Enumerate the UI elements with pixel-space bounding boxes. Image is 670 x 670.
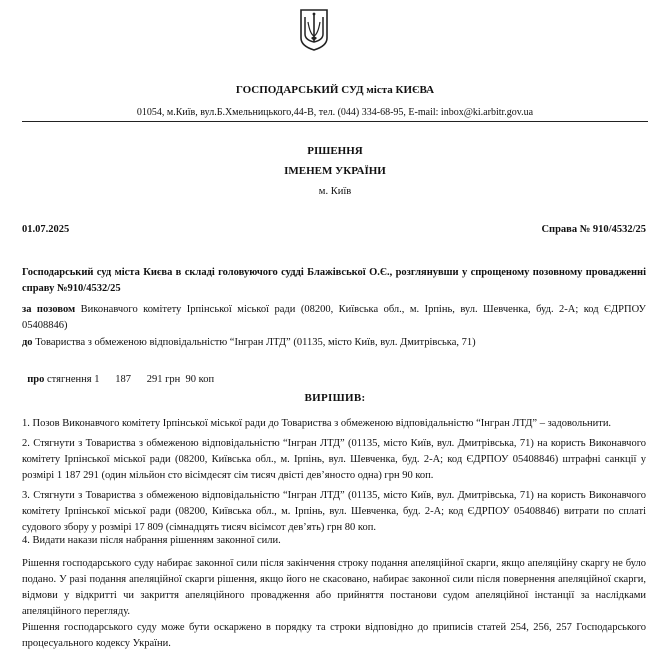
court-name-bold: ГОСПОДАРСЬКИЙ СУД xyxy=(235,84,364,96)
case-number-label: Справа № xyxy=(541,224,591,235)
claim-paragraph xyxy=(22,356,646,388)
court-address: 01054, м.Київ, вул.Б.Хмельницького,44-В, тел. (044) 334-68-95, E-mail: inbox@ki.arbitr.gov.ua xyxy=(136,107,534,118)
resolution-item-1: 1. Позов Виконавчого комітету Ірпінської міської ради до Товариства з обмеженою відповідальністю “Інгран ЛТД” – задовольнити. xyxy=(22,418,612,429)
plaintiff-text: Виконавчого комітету Ірпінської міської ради (08200, Київська обл., м. Ірпінь, вул. Шевченка, буд. 2-А; код ЄДРПОУ 05408846) xyxy=(22,304,646,331)
case-number-value: 910/4532/25 xyxy=(592,224,646,235)
intro-paragraph: Господарський суд міста Києва в складі головуючого судді Блажівської О.Є., розглянувши у спрощеному позовному провадженні справу №910/4532/25 xyxy=(22,267,646,294)
resolved-heading: ВИРІШИВ: xyxy=(304,392,366,404)
plaintiff-label: за позовом xyxy=(22,304,76,315)
header-divider xyxy=(22,121,648,122)
defendant-paragraph xyxy=(22,335,646,351)
coat-of-arms-icon xyxy=(299,8,329,52)
appeal-paragraph: Рішення господарського суду може бути оскаржено в порядку та строки відповідно до приписів статей 254, 256, 257 Господарського процесуального кодексу України. xyxy=(22,622,646,649)
claim-label: про xyxy=(27,374,45,385)
court-name-city: міста КИЄВА xyxy=(363,84,435,96)
resolution-item-4: 4. Видати накази після набрання рішенням законної сили. xyxy=(22,535,281,546)
resolution-item-2: 2. Стягнути з Товариства з обмеженою відповідальністю “Інгран ЛТД” (01135, місто Київ, вул. Дмитрівська, 71) на користь Виконавчого комітету Ірпінської міської ради (08200, Київська обл., м. Ірпінь, вул. Шевченка, буд. 2-А; код ЄДРПОУ 05408846) штрафні санкції у розмірі 1 187 291 (один мільйон сто вісімдесят сім тисяч двісті дев’яносто одна) грн 90 коп. xyxy=(22,438,646,481)
resolution-item-3: 3. Стягнути з Товариства з обмеженою відповідальністю “Інгран ЛТД” (01135, місто Київ, вул. Дмитрівська, 71) на користь Виконавчого комітету Ірпінської міської ради (08200, Київська обл., м. Ірпінь, вул. Шевченка, буд. 2-А; код ЄДРПОУ 05408846) витрати по сплаті судового збору у розмірі 17 809 (сімнадцять тисяч вісімсот дев’ять) грн 80 коп. xyxy=(22,490,646,533)
defendant-label: до xyxy=(22,337,33,348)
legal-force-paragraph: Рішення господарського суду набирає законної сили після закінчення строку подання апеляційної скарги, якщо апеляційну скаргу не було подано. У разі подання апеляційної скарги рішення, якщо його не скасовано, набирає законної сили після повернення апеляційної скарги, відмови у відкритті чи закриття апеляційного провадження або прийняття постанови судом апеляційної інстанції за наслідками апеляційного перегляду. xyxy=(22,558,646,617)
decision-title: РІШЕННЯ xyxy=(307,145,363,157)
in-name-of-ukraine: ІМЕНЕМ УКРАЇНИ xyxy=(284,165,386,177)
defendant-text: Товариства з обмеженою відповідальністю “Інгран ЛТД” (01135, місто Київ, вул. Дмитрівська, 71) xyxy=(32,337,476,348)
claim-text: стягнення 1 187 291 грн 90 коп xyxy=(44,374,215,385)
decision-city: м. Київ xyxy=(318,186,352,197)
plaintiff-paragraph xyxy=(22,302,646,334)
court-name xyxy=(0,84,670,96)
decision-date: 01.07.2025 xyxy=(22,224,70,235)
case-number xyxy=(541,224,646,235)
